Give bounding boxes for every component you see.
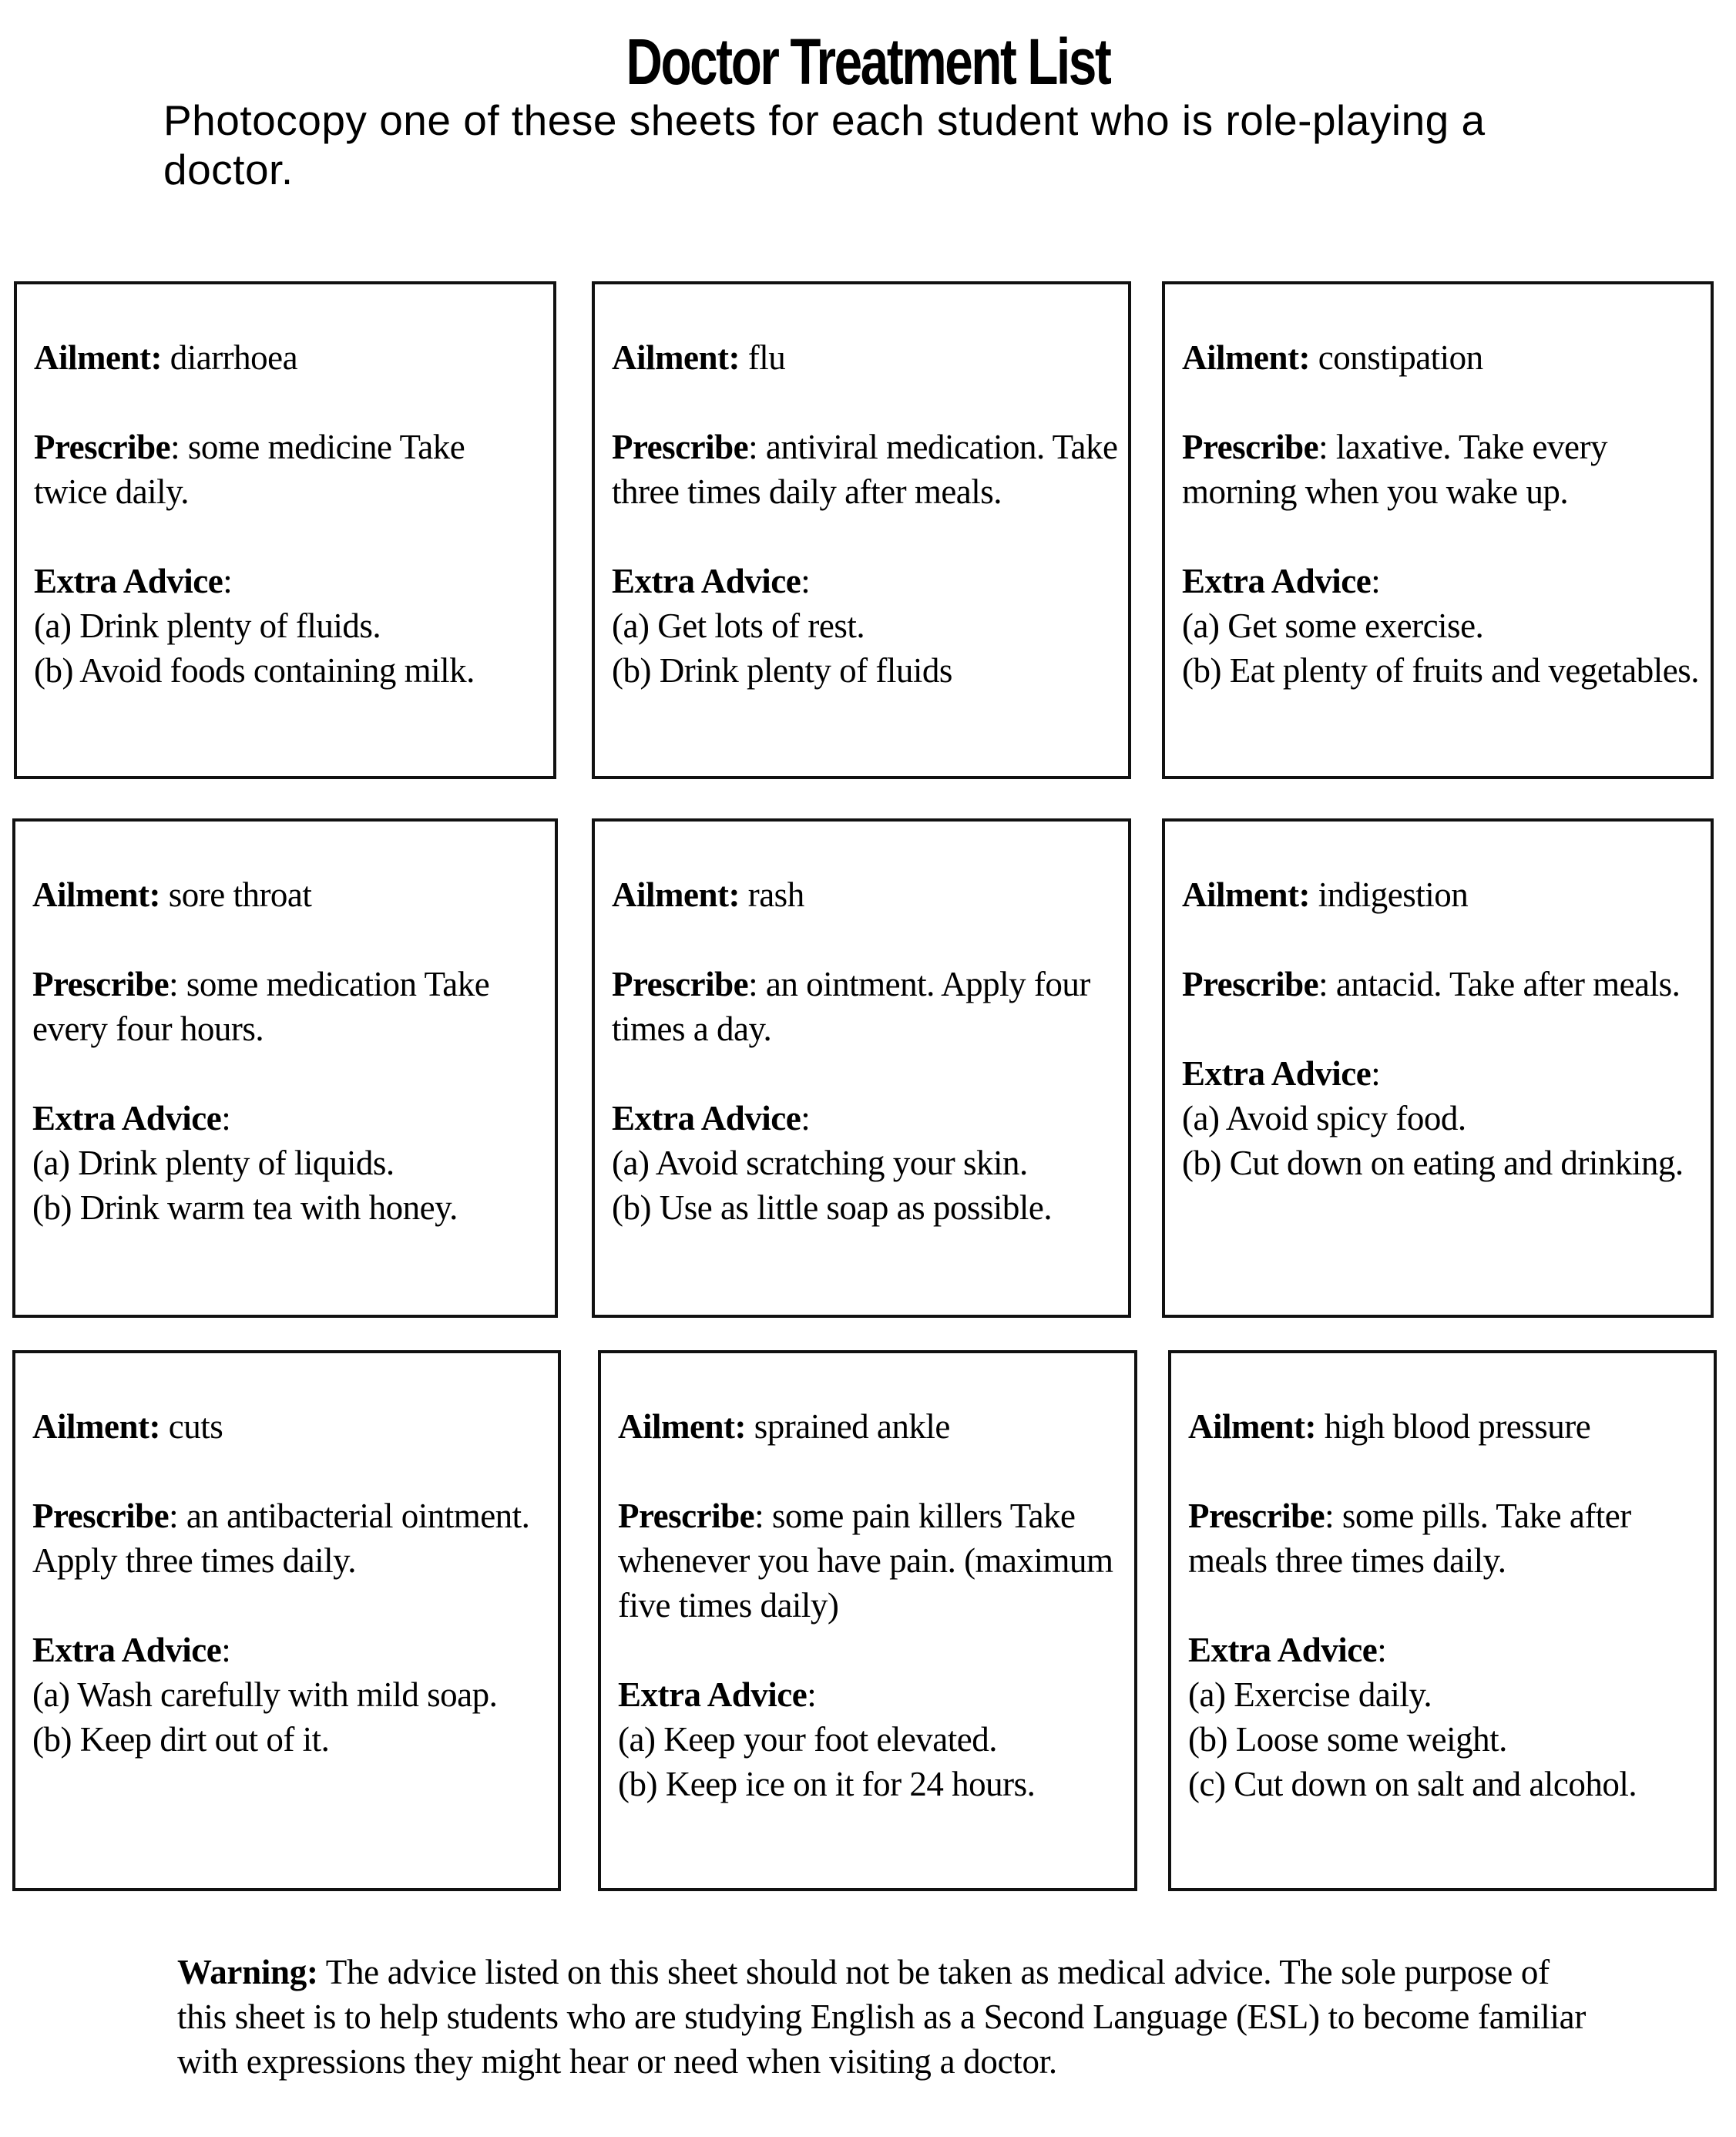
treatment-card — [14, 281, 556, 779]
treatment-card — [592, 818, 1131, 1318]
extra-advice-label: Extra Advice — [1188, 1631, 1378, 1669]
prescribe-label: Prescribe — [32, 965, 170, 1003]
ailment-value: constipation — [1318, 338, 1483, 377]
warning-label: Warning: — [177, 1953, 318, 1991]
ailment-label: Ailment: — [34, 338, 162, 377]
advice-item: (a) Get lots of rest. — [612, 606, 865, 645]
ailment-line — [618, 1404, 1127, 1449]
page-title: Doctor Treatment List — [626, 25, 1110, 98]
extra-advice-heading: Extra Advice: — [1182, 562, 1381, 600]
prescribe-label: Prescribe — [32, 1497, 170, 1535]
treatment-card — [592, 281, 1131, 779]
prescribe-line: Prescribe: some pain killers Take whenever you have pain. (maximum five times daily) — [618, 1497, 1113, 1625]
prescribe-line: Prescribe: some medication Take every four hours. — [32, 965, 490, 1048]
prescribe-label: Prescribe — [1188, 1497, 1325, 1535]
ailment-value: high blood pressure — [1324, 1407, 1591, 1446]
prescribe-value: some pills. Take after meals three times daily. — [1188, 1497, 1631, 1580]
prescribe-label: Prescribe — [618, 1497, 755, 1535]
ailment-label: Ailment: — [618, 1407, 746, 1446]
extra-advice-heading: Extra Advice: — [1188, 1631, 1387, 1669]
advice-item: (b) Drink warm tea with honey. — [32, 1188, 458, 1227]
prescribe-label: Prescribe — [34, 428, 171, 466]
prescribe-line: Prescribe: antiviral medication. Take three times daily after meals. — [612, 428, 1118, 511]
prescribe-line: Prescribe: antacid. Take after meals. — [1182, 965, 1681, 1003]
extra-advice-label: Extra Advice — [618, 1675, 808, 1714]
treatment-card — [598, 1350, 1137, 1891]
extra-advice-label: Extra Advice — [34, 562, 223, 600]
extra-advice-label: Extra Advice — [32, 1099, 222, 1137]
prescribe-line: Prescribe: an ointment. Apply four times a day. — [612, 965, 1090, 1048]
extra-advice-heading: Extra Advice: — [32, 1631, 231, 1669]
extra-advice-label: Extra Advice — [612, 1099, 801, 1137]
prescribe-label: Prescribe — [1182, 428, 1319, 466]
warning-note — [177, 1950, 1587, 2084]
advice-item: (b) Avoid foods containing milk. — [34, 651, 475, 690]
prescribe-value: an ointment. Apply four times a day. — [612, 965, 1090, 1048]
prescribe-value: laxative. Take every morning when you wake up. — [1182, 428, 1607, 511]
advice-item: (a) Exercise daily. — [1188, 1675, 1432, 1714]
ailment-value: indigestion — [1318, 875, 1469, 914]
advice-item: (a) Get some exercise. — [1182, 606, 1484, 645]
advice-item: (b) Keep ice on it for 24 hours. — [618, 1765, 1036, 1803]
prescribe-label: Prescribe — [612, 965, 749, 1003]
extra-advice-label: Extra Advice — [612, 562, 801, 600]
treatment-card — [12, 818, 558, 1318]
advice-item: (b) Keep dirt out of it. — [32, 1720, 330, 1759]
prescribe-label: Prescribe — [612, 428, 749, 466]
ailment-value: flu — [747, 338, 786, 377]
advice-item: (b) Drink plenty of fluids — [612, 651, 952, 690]
ailment-label: Ailment: — [612, 338, 740, 377]
prescribe-value: an antibacterial ointment. Apply three times daily. — [32, 1497, 530, 1580]
ailment-line — [1188, 1404, 1706, 1449]
prescribe-line: Prescribe: some medicine Take twice daily. — [34, 428, 465, 511]
advice-item: (a) Wash carefully with mild soap. — [32, 1675, 498, 1714]
extra-advice-label: Extra Advice — [1182, 562, 1372, 600]
prescribe-label: Prescribe — [1182, 965, 1319, 1003]
ailment-line — [32, 872, 547, 917]
advice-item: (a) Keep your foot elevated. — [618, 1720, 998, 1759]
ailment-label: Ailment: — [1182, 875, 1310, 914]
advice-item: (b) Cut down on eating and drinking. — [1182, 1144, 1684, 1182]
ailment-line — [32, 1404, 550, 1449]
advice-item: (b) Use as little soap as possible. — [612, 1188, 1053, 1227]
extra-advice-heading: Extra Advice: — [612, 1099, 811, 1137]
advice-item: (b) Eat plenty of fruits and vegetables. — [1182, 651, 1700, 690]
page-subtitle: Photocopy one of these sheets for each student who is role-playing a doctor. — [163, 96, 1486, 193]
treatment-card — [1162, 281, 1714, 779]
treatment-card — [12, 1350, 561, 1891]
ailment-value: cuts — [168, 1407, 223, 1446]
advice-item: (a) Drink plenty of fluids. — [34, 606, 381, 645]
ailment-value: sore throat — [168, 875, 312, 914]
extra-advice-heading: Extra Advice: — [32, 1099, 231, 1137]
extra-advice-heading: Extra Advice: — [618, 1675, 817, 1714]
advice-item: (a) Avoid spicy food. — [1182, 1099, 1466, 1137]
extra-advice-heading: Extra Advice: — [1182, 1054, 1381, 1093]
extra-advice-heading: Extra Advice: — [612, 562, 811, 600]
ailment-value: diarrhoea — [170, 338, 298, 377]
ailment-label: Ailment: — [32, 1407, 160, 1446]
prescribe-line: Prescribe: some pills. Take after meals three times daily. — [1188, 1497, 1631, 1580]
ailment-label: Ailment: — [32, 875, 160, 914]
ailment-label: Ailment: — [1188, 1407, 1316, 1446]
ailment-line — [612, 335, 1120, 380]
extra-advice-label: Extra Advice — [1182, 1054, 1372, 1093]
ailment-label: Ailment: — [612, 875, 740, 914]
ailment-line — [1182, 335, 1703, 380]
ailment-line — [612, 872, 1120, 917]
ailment-label: Ailment: — [1182, 338, 1310, 377]
warning-text: The advice listed on this sheet should not be taken as medical advice. The sole purpose of this sheet is to help students who are studying English as a Second Language (ESL) to become familiar with expressions they might hear or need when visiting a doctor. — [177, 1953, 1587, 2081]
prescribe-value: antacid. Take after meals. — [1335, 965, 1681, 1003]
ailment-value: rash — [747, 875, 804, 914]
advice-item: (a) Drink plenty of liquids. — [32, 1144, 395, 1182]
prescribe-line: Prescribe: laxative. Take every morning when you wake up. — [1182, 428, 1607, 511]
prescribe-line: Prescribe: an antibacterial ointment. Apply three times daily. — [32, 1497, 530, 1580]
treatment-card — [1168, 1350, 1717, 1891]
prescribe-value: some medicine Take twice daily. — [34, 428, 465, 511]
ailment-line — [34, 335, 546, 380]
advice-item: (a) Avoid scratching your skin. — [612, 1144, 1028, 1182]
ailment-line — [1182, 872, 1703, 917]
prescribe-value: antiviral medication. Take three times daily after meals. — [612, 428, 1118, 511]
treatment-card — [1162, 818, 1714, 1318]
prescribe-value: some pain killers Take whenever you have pain. (maximum five times daily) — [618, 1497, 1113, 1625]
ailment-value: sprained ankle — [754, 1407, 950, 1446]
advice-item: (b) Loose some weight. — [1188, 1720, 1507, 1759]
extra-advice-heading: Extra Advice: — [34, 562, 233, 600]
prescribe-value: some medication Take every four hours. — [32, 965, 490, 1048]
extra-advice-label: Extra Advice — [32, 1631, 222, 1669]
advice-item: (c) Cut down on salt and alcohol. — [1188, 1765, 1637, 1803]
